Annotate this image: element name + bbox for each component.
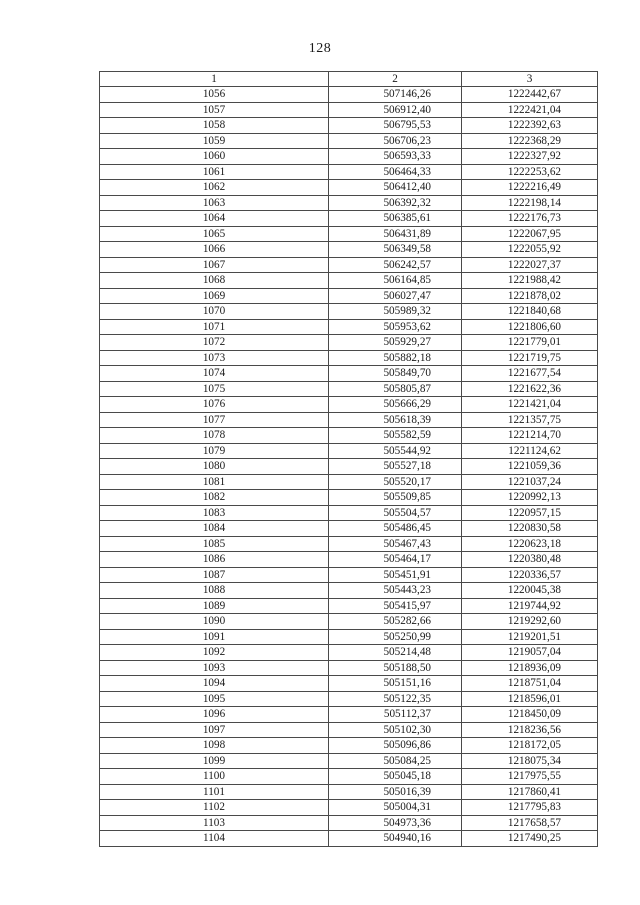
x-coordinate-cell: 505151,16 [329,676,462,692]
table-row [100,319,598,335]
table-header-row [100,72,598,87]
x-coordinate-cell: 505102,30 [329,722,462,738]
table-row [100,707,598,723]
x-coordinate-cell: 505045,18 [329,769,462,785]
x-coordinate-cell: 505443,23 [329,583,462,599]
point-number-cell: 1059 [100,133,329,149]
x-coordinate-cell: 505250,99 [329,629,462,645]
y-coordinate-cell: 1218596,01 [462,691,598,707]
point-number-cell: 1104 [100,831,329,847]
x-coordinate-cell: 506706,23 [329,133,462,149]
y-coordinate-cell: 1220830,58 [462,521,598,537]
y-coordinate-cell: 1222392,63 [462,118,598,134]
table-row [100,552,598,568]
x-coordinate-cell: 505467,43 [329,536,462,552]
y-coordinate-cell: 1221357,75 [462,412,598,428]
x-coordinate-cell: 505989,32 [329,304,462,320]
x-coordinate-cell: 506242,57 [329,257,462,273]
y-coordinate-cell: 1219292,60 [462,614,598,630]
point-number-cell: 1096 [100,707,329,723]
point-number-cell: 1088 [100,583,329,599]
table-row [100,769,598,785]
table-row [100,831,598,847]
point-number-cell: 1072 [100,335,329,351]
table-row [100,815,598,831]
x-coordinate-cell: 505188,50 [329,660,462,676]
y-coordinate-cell: 1217795,83 [462,800,598,816]
table-row [100,459,598,475]
point-number-cell: 1079 [100,443,329,459]
y-coordinate-cell: 1221124,62 [462,443,598,459]
table-row [100,474,598,490]
table-row [100,366,598,382]
x-coordinate-cell: 505004,31 [329,800,462,816]
point-number-cell: 1078 [100,428,329,444]
point-number-cell: 1069 [100,288,329,304]
y-coordinate-cell: 1221059,36 [462,459,598,475]
table-row [100,645,598,661]
point-number-cell: 1066 [100,242,329,258]
x-coordinate-cell: 506412,40 [329,180,462,196]
y-coordinate-cell: 1221677,54 [462,366,598,382]
y-coordinate-cell: 1219201,51 [462,629,598,645]
y-coordinate-cell: 1221806,60 [462,319,598,335]
point-number-cell: 1093 [100,660,329,676]
y-coordinate-cell: 1220623,18 [462,536,598,552]
x-coordinate-cell: 505882,18 [329,350,462,366]
x-coordinate-cell: 505122,35 [329,691,462,707]
x-coordinate-cell: 505666,29 [329,397,462,413]
x-coordinate-cell: 506392,32 [329,195,462,211]
table-row [100,567,598,583]
point-number-cell: 1081 [100,474,329,490]
y-coordinate-cell: 1221779,01 [462,335,598,351]
point-number-cell: 1085 [100,536,329,552]
point-number-cell: 1082 [100,490,329,506]
x-coordinate-cell: 504940,16 [329,831,462,847]
point-number-cell: 1061 [100,164,329,180]
table-row [100,521,598,537]
point-number-cell: 1100 [100,769,329,785]
x-coordinate-cell: 506349,58 [329,242,462,258]
y-coordinate-cell: 1220045,38 [462,583,598,599]
x-coordinate-cell: 506027,47 [329,288,462,304]
coordinates-table [99,71,598,847]
table-row [100,722,598,738]
point-number-cell: 1070 [100,304,329,320]
y-coordinate-cell: 1221719,75 [462,350,598,366]
point-number-cell: 1071 [100,319,329,335]
y-coordinate-cell: 1221214,70 [462,428,598,444]
point-number-cell: 1058 [100,118,329,134]
table-row [100,381,598,397]
table-row [100,443,598,459]
y-coordinate-cell: 1221840,68 [462,304,598,320]
point-number-cell: 1102 [100,800,329,816]
x-coordinate-cell: 505618,39 [329,412,462,428]
x-coordinate-cell: 505504,57 [329,505,462,521]
point-number-cell: 1074 [100,366,329,382]
x-coordinate-cell: 505214,48 [329,645,462,661]
table-row [100,428,598,444]
point-number-cell: 1068 [100,273,329,289]
y-coordinate-cell: 1220336,57 [462,567,598,583]
x-coordinate-cell: 507146,26 [329,87,462,103]
table-row [100,180,598,196]
point-number-cell: 1099 [100,753,329,769]
table-row [100,614,598,630]
point-number-cell: 1091 [100,629,329,645]
y-coordinate-cell: 1219057,04 [462,645,598,661]
table-row [100,335,598,351]
y-coordinate-cell: 1222253,62 [462,164,598,180]
point-number-cell: 1064 [100,211,329,227]
point-number-cell: 1094 [100,676,329,692]
x-coordinate-cell: 506385,61 [329,211,462,227]
x-coordinate-cell: 505096,86 [329,738,462,754]
x-coordinate-cell: 506164,85 [329,273,462,289]
x-coordinate-cell: 505527,18 [329,459,462,475]
table-row [100,87,598,103]
x-coordinate-cell: 505953,62 [329,319,462,335]
point-number-cell: 1075 [100,381,329,397]
y-coordinate-cell: 1222176,73 [462,211,598,227]
table-row [100,164,598,180]
x-coordinate-cell: 505464,17 [329,552,462,568]
table-row [100,102,598,118]
point-number-cell: 1103 [100,815,329,831]
y-coordinate-cell: 1222442,67 [462,87,598,103]
point-number-cell: 1084 [100,521,329,537]
point-number-cell: 1060 [100,149,329,165]
point-number-cell: 1065 [100,226,329,242]
point-number-cell: 1062 [100,180,329,196]
y-coordinate-cell: 1222027,37 [462,257,598,273]
x-coordinate-cell: 504973,36 [329,815,462,831]
table-row [100,784,598,800]
y-coordinate-cell: 1222327,92 [462,149,598,165]
y-coordinate-cell: 1221037,24 [462,474,598,490]
y-coordinate-cell: 1221878,02 [462,288,598,304]
table-row [100,691,598,707]
x-coordinate-cell: 506593,33 [329,149,462,165]
x-coordinate-cell: 505929,27 [329,335,462,351]
x-coordinate-cell: 505415,97 [329,598,462,614]
table-row [100,257,598,273]
x-coordinate-cell: 505112,37 [329,707,462,723]
point-number-cell: 1077 [100,412,329,428]
table-row [100,273,598,289]
y-coordinate-cell: 1222421,04 [462,102,598,118]
table-row [100,598,598,614]
y-coordinate-cell: 1217975,55 [462,769,598,785]
column-header-3: 3 [462,72,598,87]
x-coordinate-cell: 505582,59 [329,428,462,444]
point-number-cell: 1095 [100,691,329,707]
table-row [100,195,598,211]
x-coordinate-cell: 505016,39 [329,784,462,800]
x-coordinate-cell: 505520,17 [329,474,462,490]
y-coordinate-cell: 1218236,56 [462,722,598,738]
table-row [100,226,598,242]
point-number-cell: 1056 [100,87,329,103]
x-coordinate-cell: 505486,45 [329,521,462,537]
y-coordinate-cell: 1218751,04 [462,676,598,692]
x-coordinate-cell: 506464,33 [329,164,462,180]
table-row [100,288,598,304]
point-number-cell: 1063 [100,195,329,211]
column-header-1: 1 [100,72,329,87]
x-coordinate-cell: 506912,40 [329,102,462,118]
y-coordinate-cell: 1220957,15 [462,505,598,521]
table-row [100,211,598,227]
page-number: 128 [308,41,332,56]
table-row [100,505,598,521]
y-coordinate-cell: 1218936,09 [462,660,598,676]
x-coordinate-cell: 506431,89 [329,226,462,242]
point-number-cell: 1057 [100,102,329,118]
y-coordinate-cell: 1220380,48 [462,552,598,568]
table-row [100,800,598,816]
x-coordinate-cell: 505451,91 [329,567,462,583]
x-coordinate-cell: 505282,66 [329,614,462,630]
x-coordinate-cell: 505805,87 [329,381,462,397]
point-number-cell: 1080 [100,459,329,475]
table-row [100,118,598,134]
y-coordinate-cell: 1217658,57 [462,815,598,831]
point-number-cell: 1083 [100,505,329,521]
y-coordinate-cell: 1222368,29 [462,133,598,149]
table-body [100,87,598,847]
table-row [100,490,598,506]
point-number-cell: 1067 [100,257,329,273]
point-number-cell: 1090 [100,614,329,630]
y-coordinate-cell: 1217860,41 [462,784,598,800]
y-coordinate-cell: 1222216,49 [462,180,598,196]
table-row [100,397,598,413]
table-row [100,753,598,769]
table-row [100,536,598,552]
x-coordinate-cell: 506795,53 [329,118,462,134]
table-row [100,133,598,149]
table-row [100,242,598,258]
x-coordinate-cell: 505084,25 [329,753,462,769]
point-number-cell: 1073 [100,350,329,366]
y-coordinate-cell: 1221622,36 [462,381,598,397]
y-coordinate-cell: 1221421,04 [462,397,598,413]
table-row [100,738,598,754]
y-coordinate-cell: 1218172,05 [462,738,598,754]
y-coordinate-cell: 1222055,92 [462,242,598,258]
table-row [100,350,598,366]
y-coordinate-cell: 1217490,25 [462,831,598,847]
y-coordinate-cell: 1218450,09 [462,707,598,723]
y-coordinate-cell: 1221988,42 [462,273,598,289]
point-number-cell: 1092 [100,645,329,661]
y-coordinate-cell: 1220992,13 [462,490,598,506]
table-row [100,412,598,428]
table-row [100,583,598,599]
x-coordinate-cell: 505849,70 [329,366,462,382]
y-coordinate-cell: 1222198,14 [462,195,598,211]
y-coordinate-cell: 1218075,34 [462,753,598,769]
point-number-cell: 1076 [100,397,329,413]
table-row [100,629,598,645]
x-coordinate-cell: 505544,92 [329,443,462,459]
x-coordinate-cell: 505509,85 [329,490,462,506]
point-number-cell: 1087 [100,567,329,583]
column-header-2: 2 [329,72,462,87]
y-coordinate-cell: 1219744,92 [462,598,598,614]
y-coordinate-cell: 1222067,95 [462,226,598,242]
table-row [100,660,598,676]
point-number-cell: 1089 [100,598,329,614]
point-number-cell: 1098 [100,738,329,754]
table-row [100,676,598,692]
table-row [100,149,598,165]
point-number-cell: 1086 [100,552,329,568]
point-number-cell: 1097 [100,722,329,738]
point-number-cell: 1101 [100,784,329,800]
table-row [100,304,598,320]
